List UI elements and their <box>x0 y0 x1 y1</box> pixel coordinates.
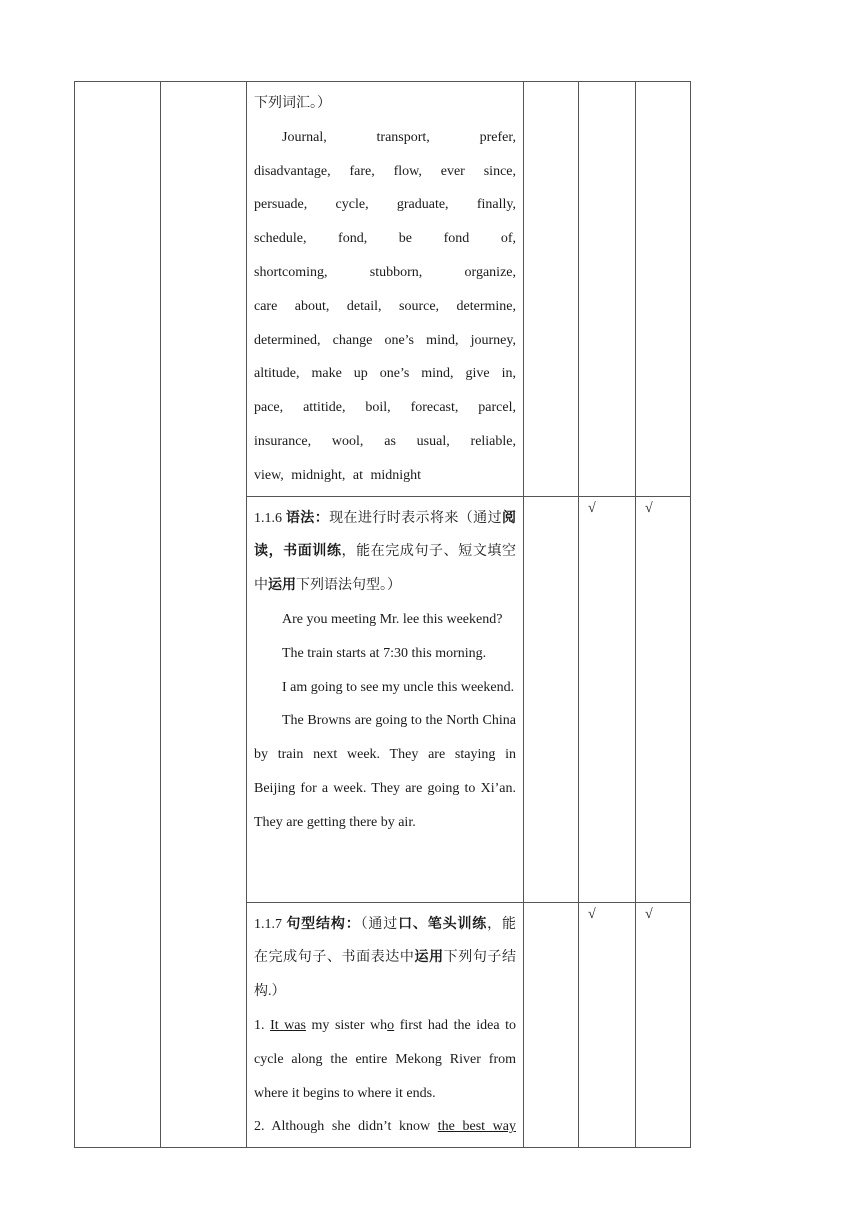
vocabulary-cell <box>247 82 524 497</box>
vocab-intro: 下列词汇。） <box>254 96 331 111</box>
grammar-cell <box>247 496 524 902</box>
vocab-line: view, midnight, at midnight <box>254 467 422 483</box>
check-mark: √ <box>579 496 636 902</box>
sentence-structure-cell <box>247 902 524 1148</box>
structure-sentence-2: 2. Although she didn’t know the best way <box>254 1119 516 1135</box>
grammar-example: The train starts at 7:30 this morning. <box>282 645 487 661</box>
vocab-line: disadvantage, fare, flow, ever since, <box>254 163 516 179</box>
cell-empty <box>524 496 579 902</box>
grammar-example: Are you meeting Mr. lee this weekend? <box>282 611 503 627</box>
check-mark: √ <box>636 902 691 1148</box>
cell-empty <box>579 82 636 497</box>
vocab-line: pace, attitide, boil, forecast, parcel, <box>254 400 516 416</box>
vocab-line: altitude, make up one’s mind, give in, <box>254 366 516 382</box>
vocab-line: determined, change one’s mind, journey, <box>254 332 516 348</box>
vocab-line: care about, detail, source, determine, <box>254 298 516 314</box>
cell-empty-col1 <box>75 82 161 1148</box>
cell-empty <box>524 82 579 497</box>
structure-heading: 1.1.7 句型结构：（通过口、笔头训练，能在完成句子、书面表达中运用下列句子结构.） <box>254 916 517 1000</box>
grammar-heading: 1.1.6 语法：现在进行时表示将来（通过阅读，书面训练，能在完成句子、短文填空中运用下列语法句型。） <box>254 510 517 594</box>
vocab-line: insurance, wool, as usual, reliable, <box>254 433 516 449</box>
vocab-line: shortcoming, stubborn, organize, <box>254 264 516 280</box>
vocab-line: Journal, transport, prefer, <box>282 129 516 145</box>
table-row <box>75 82 691 497</box>
check-mark: √ <box>636 496 691 902</box>
check-mark: √ <box>579 902 636 1148</box>
document-table <box>74 81 691 1148</box>
structure-sentence-1: 1. It was my sister who first had the idea to cycle along the entire Mekong River from where it begins to where it ends. <box>254 1017 517 1101</box>
grammar-example: The Browns are going to the North China by train next week. They are staying in Beijing for a week. They are going to Xi’an. They are getting there by air. <box>254 713 516 830</box>
grammar-example: I am going to see my uncle this weekend. <box>282 679 515 695</box>
cell-empty-col2 <box>161 82 247 1148</box>
vocab-line: persuade, cycle, graduate, finally, <box>254 197 516 213</box>
vocab-line: schedule, fond, be fond of, <box>254 231 516 247</box>
structure-title: 句型结构： <box>286 916 361 932</box>
grammar-title: 语法： <box>285 510 330 526</box>
cell-empty <box>524 902 579 1148</box>
cell-empty <box>636 82 691 497</box>
